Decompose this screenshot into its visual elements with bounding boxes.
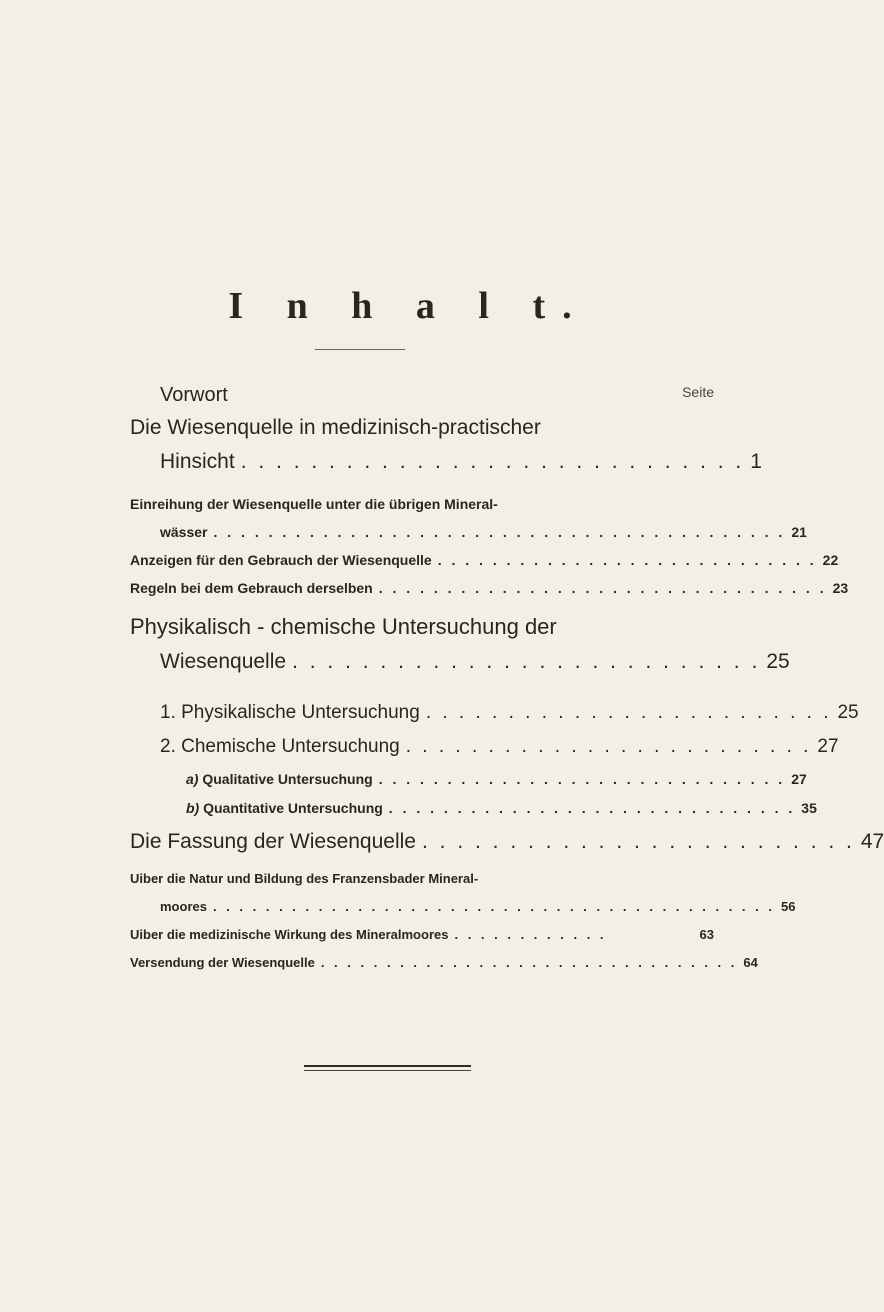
toc-entry-prefix: b) — [186, 800, 200, 816]
toc-entry-anzeigen — [130, 552, 839, 568]
toc-entry-text: wässer — [160, 524, 208, 540]
toc-entry-natur-line — [160, 899, 796, 914]
leader-dots: . . . . . . . . . . . . . . . . . . . . . . . . . . . . . . . . . . . . . . . . . . — [213, 524, 786, 540]
leader-dots: . . . . . . . . . . . . . . . . . . . . . . . . . . . . . . . . . — [378, 580, 827, 596]
toc-page-number: 22 — [822, 552, 839, 568]
leader-dots: . . . . . . . . . . . . . . . . . . . . . . . . . . . — [292, 650, 761, 673]
closing-rule-bottom — [304, 1070, 471, 1071]
toc-entry-wiesenquelle: Die Wiesenquelle in medizinisch-practischer — [130, 416, 541, 439]
toc-entry-text: moores — [160, 899, 207, 914]
leader-dots: . . . . . . . . . . . . . . . . . . . . . . . . . — [405, 736, 812, 757]
toc-entry-prefix: a) — [186, 771, 199, 787]
toc-page-number: 1 — [750, 450, 762, 473]
toc-entry-text: 2. Chemische Untersuchung — [160, 736, 400, 757]
toc-entry-text: Wiesenquelle — [160, 650, 287, 673]
toc-entry-wirkung — [130, 927, 714, 942]
toc-entry-text: Anzeigen für den Gebrauch der Wiesenquelle — [130, 552, 432, 568]
toc-page-number: 47 — [860, 830, 884, 853]
toc-page-number: 25 — [766, 650, 790, 673]
leader-dots: . . . . . . . . . . . . . . . . . . . . . . . . . . . . . . . . — [320, 955, 738, 970]
toc-page-number: 21 — [791, 524, 807, 540]
page-column-label: Seite — [682, 384, 714, 400]
toc-entry-quantitativ — [186, 800, 817, 816]
toc-entry-qualitativ — [186, 771, 807, 787]
toc-entry-physikalisch-chemisch: Physikalisch - chemische Untersuchung der — [130, 614, 557, 639]
toc-entry-einreihung-line — [160, 524, 807, 540]
toc-entry-text: Quantitative Untersuchung — [203, 800, 383, 816]
toc-page-number: 23 — [832, 580, 849, 596]
toc-entry-physikalisch-chemisch-line — [160, 650, 790, 674]
leader-dots: . . . . . . . . . . . . . . . . . . . . . . . . . . . . — [437, 552, 817, 568]
toc-entry-text: Hinsicht — [160, 450, 235, 473]
toc-entry-regeln — [130, 580, 849, 596]
toc-page-number: 27 — [817, 736, 839, 757]
toc-entry-wiesenquelle-line — [160, 450, 762, 474]
toc-entry-text: Uiber die medizinische Wirkung des Mineralmoores — [130, 927, 449, 942]
title-rule — [315, 349, 405, 350]
toc-entry-chemische-untersuchung — [160, 736, 839, 758]
leader-dots: . . . . . . . . . . . . . . . . . . . . . . . . . . . . . — [240, 450, 745, 473]
page-title: I n h a l t. — [228, 285, 589, 327]
toc-entry-natur: Uiber die Natur und Bildung des Franzensbader Mineral- — [130, 871, 479, 886]
leader-dots: . . . . . . . . . . . . . . . . . . . . . . . . . . . . . . . . . . . . . . . . . . . — [212, 899, 775, 914]
leader-dots: . . . . . . . . . . . . — [454, 927, 607, 942]
toc-page-number: 25 — [837, 702, 859, 723]
closing-rule-top — [304, 1065, 471, 1067]
toc-entry-text-wrap — [186, 771, 373, 787]
toc-page-number: 35 — [801, 800, 817, 816]
leader-dots: . . . . . . . . . . . . . . . . . . . . . . . . . . . . . . — [378, 771, 786, 787]
leader-dots: . . . . . . . . . . . . . . . . . . . . . . . . . . . . . . — [388, 800, 796, 816]
toc-entry-einreihung: Einreihung der Wiesenquelle unter die übrigen Mineral- — [130, 496, 498, 512]
toc-entry-text-wrap — [186, 800, 383, 816]
toc-entry-text: Qualitative Untersuchung — [202, 771, 373, 787]
toc-entry-physikalische-untersuchung — [160, 702, 859, 724]
toc-entry-text: Die Fassung der Wiesenquelle — [130, 830, 416, 853]
toc-page-number: 56 — [780, 899, 796, 914]
toc-page-number: 64 — [743, 955, 758, 970]
toc-entry-text: 1. Physikalische Untersuchung — [160, 702, 420, 723]
toc-page-number: 63 — [699, 927, 714, 942]
toc-entry-vorwort: Vorwort — [160, 384, 228, 406]
toc-entry-text: Regeln bei dem Gebrauch derselben — [130, 580, 373, 596]
leader-dots: . . . . . . . . . . . . . . . . . . . . . . . . . — [421, 830, 855, 853]
toc-page-number: 27 — [791, 771, 807, 787]
toc-entry-versendung — [130, 955, 758, 970]
toc-entry-text: Versendung der Wiesenquelle — [130, 955, 315, 970]
leader-dots: . . . . . . . . . . . . . . . . . . . . . . . . . — [425, 702, 832, 723]
toc-entry-fassung — [130, 830, 884, 854]
